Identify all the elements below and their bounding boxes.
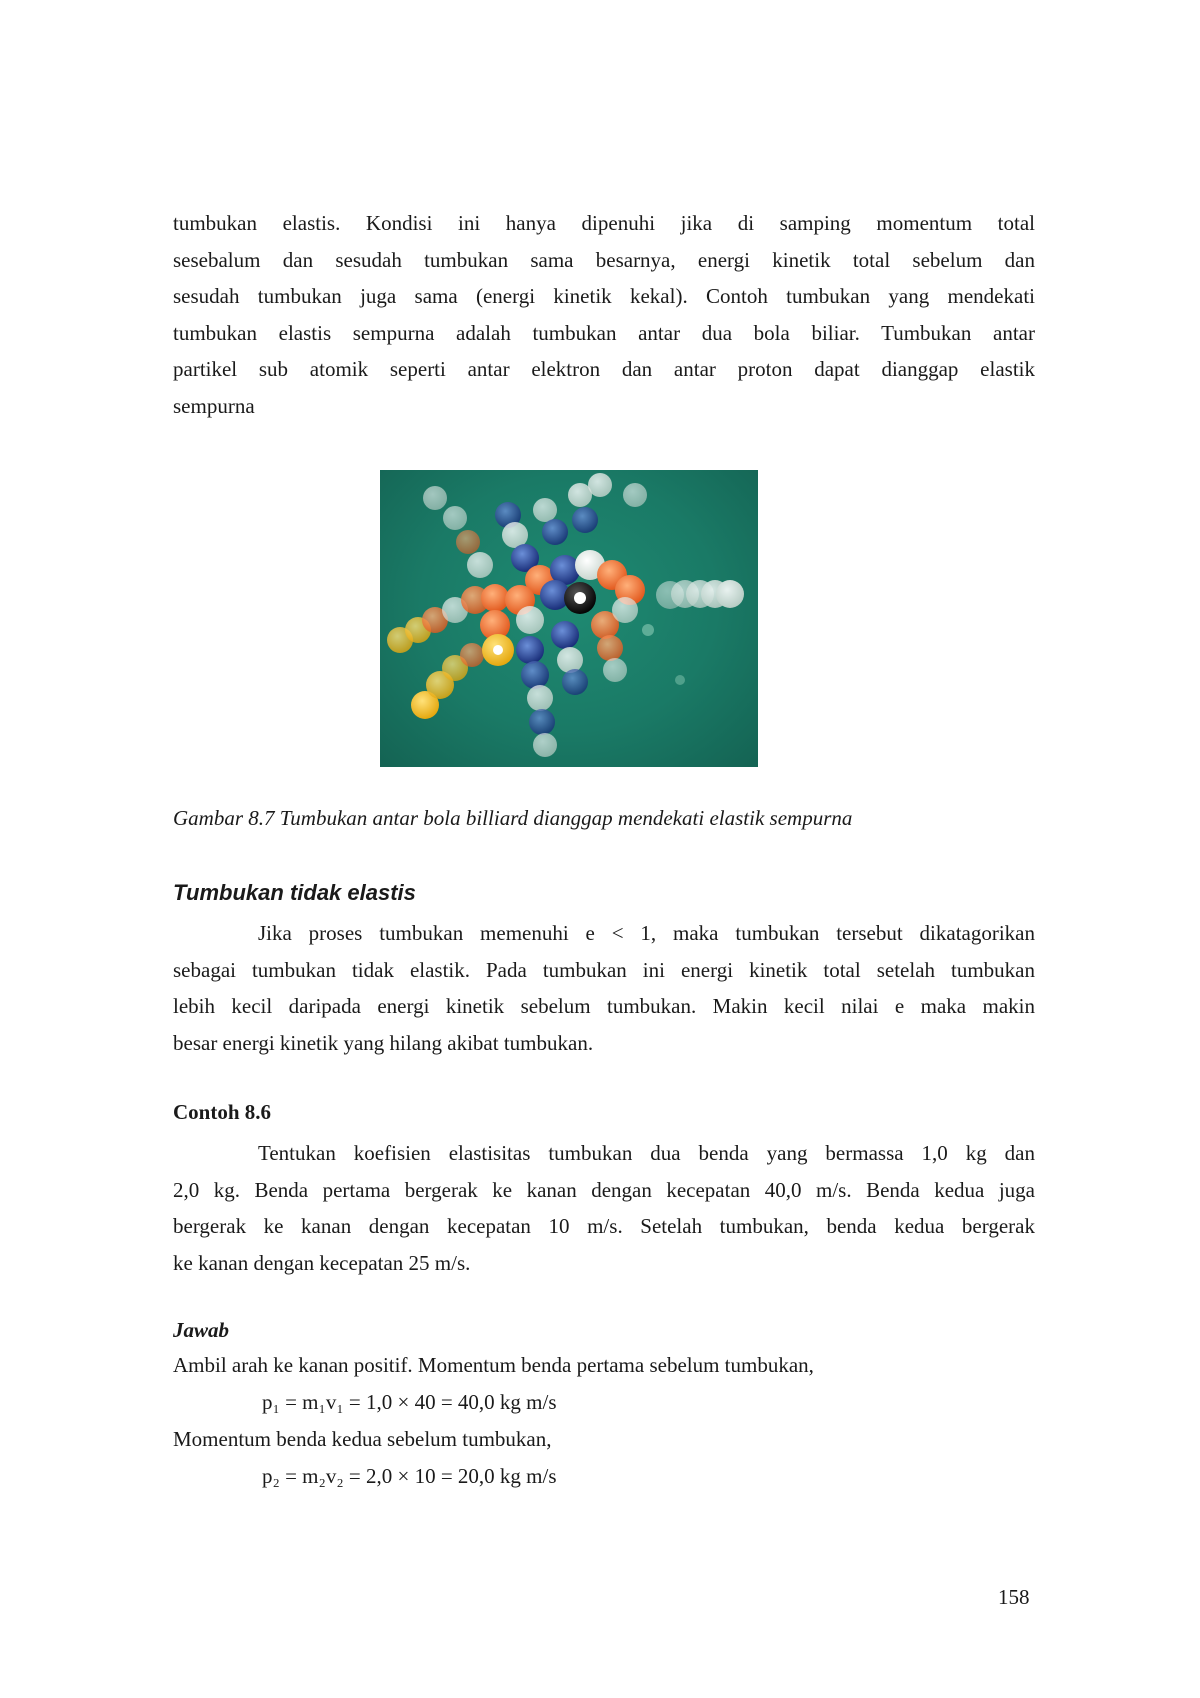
text-line: sesebalum dan sesudah tumbukan sama besarnya, energi kinetik total sebelum dan — [173, 247, 1035, 272]
text-line: tumbukan elastis. Kondisi ini hanya dipenuhi jika di samping momentum total — [173, 211, 1035, 235]
equation-momentum-2: p₂ = m₂v₂ = 2,0 × 10 = 20,0 kg m/s — [262, 1464, 557, 1488]
billiard-balls-photo — [380, 470, 758, 767]
text-line: ke kanan dengan kecepatan 25 m/s. — [173, 1250, 471, 1275]
section-heading: Tumbukan tidak elastis — [173, 880, 416, 905]
figure-caption: Gambar 8.7 Tumbukan antar bola billiard dianggap mendekati elastik sempurna — [173, 806, 853, 830]
section-paragraph — [173, 915, 1035, 1061]
text-line: bergerak ke kanan dengan kecepatan 10 m/s. Setelah tumbukan, benda kedua bergerak — [173, 1214, 1035, 1238]
answer-text-line: Momentum benda kedua sebelum tumbukan, — [173, 1427, 552, 1451]
text-line: sebagai tumbukan tidak elastik. Pada tumbukan ini energi kinetik total setelah tumbukan — [173, 957, 1035, 982]
text-line: 2,0 kg. Benda pertama bergerak ke kanan dengan kecepatan 40,0 m/s. Benda kedua juga — [173, 1177, 1035, 1202]
text-line: tumbukan elastis sempurna adalah tumbukan antar dua bola biliar. Tumbukan antar — [173, 320, 1035, 345]
billiard-photo-illustration — [380, 470, 758, 767]
text-line: Jika proses tumbukan memenuhi e < 1, maka tumbukan tersebut dikatagorikan — [258, 921, 1035, 945]
text-line: lebih kecil daripada energi kinetik sebelum tumbukan. Makin kecil nilai e maka makin — [173, 994, 1035, 1018]
text-line: besar energi kinetik yang hilang akibat tumbukan. — [173, 1030, 594, 1055]
example-paragraph — [173, 1135, 1035, 1281]
text-line: sempurna — [173, 393, 255, 418]
example-title: Contoh 8.6 — [173, 1100, 272, 1124]
answer-text-line: Ambil arah ke kanan positif. Momentum benda pertama sebelum tumbukan, — [173, 1353, 814, 1377]
text-line: sesudah tumbukan juga sama (energi kinetik kekal). Contoh tumbukan yang mendekati — [173, 284, 1035, 308]
equation-momentum-1: p₁ = m₁v₁ = 1,0 × 40 = 40,0 kg m/s — [262, 1390, 557, 1414]
answer-title: Jawab — [173, 1318, 230, 1342]
page-number: 158 — [998, 1585, 1030, 1609]
text-line: partikel sub atomik seperti antar elektron dan antar proton dapat dianggap elastik — [173, 357, 1035, 381]
intro-paragraph — [173, 205, 1035, 424]
text-line: Tentukan koefisien elastisitas tumbukan dua benda yang bermassa 1,0 kg dan — [258, 1141, 1035, 1165]
